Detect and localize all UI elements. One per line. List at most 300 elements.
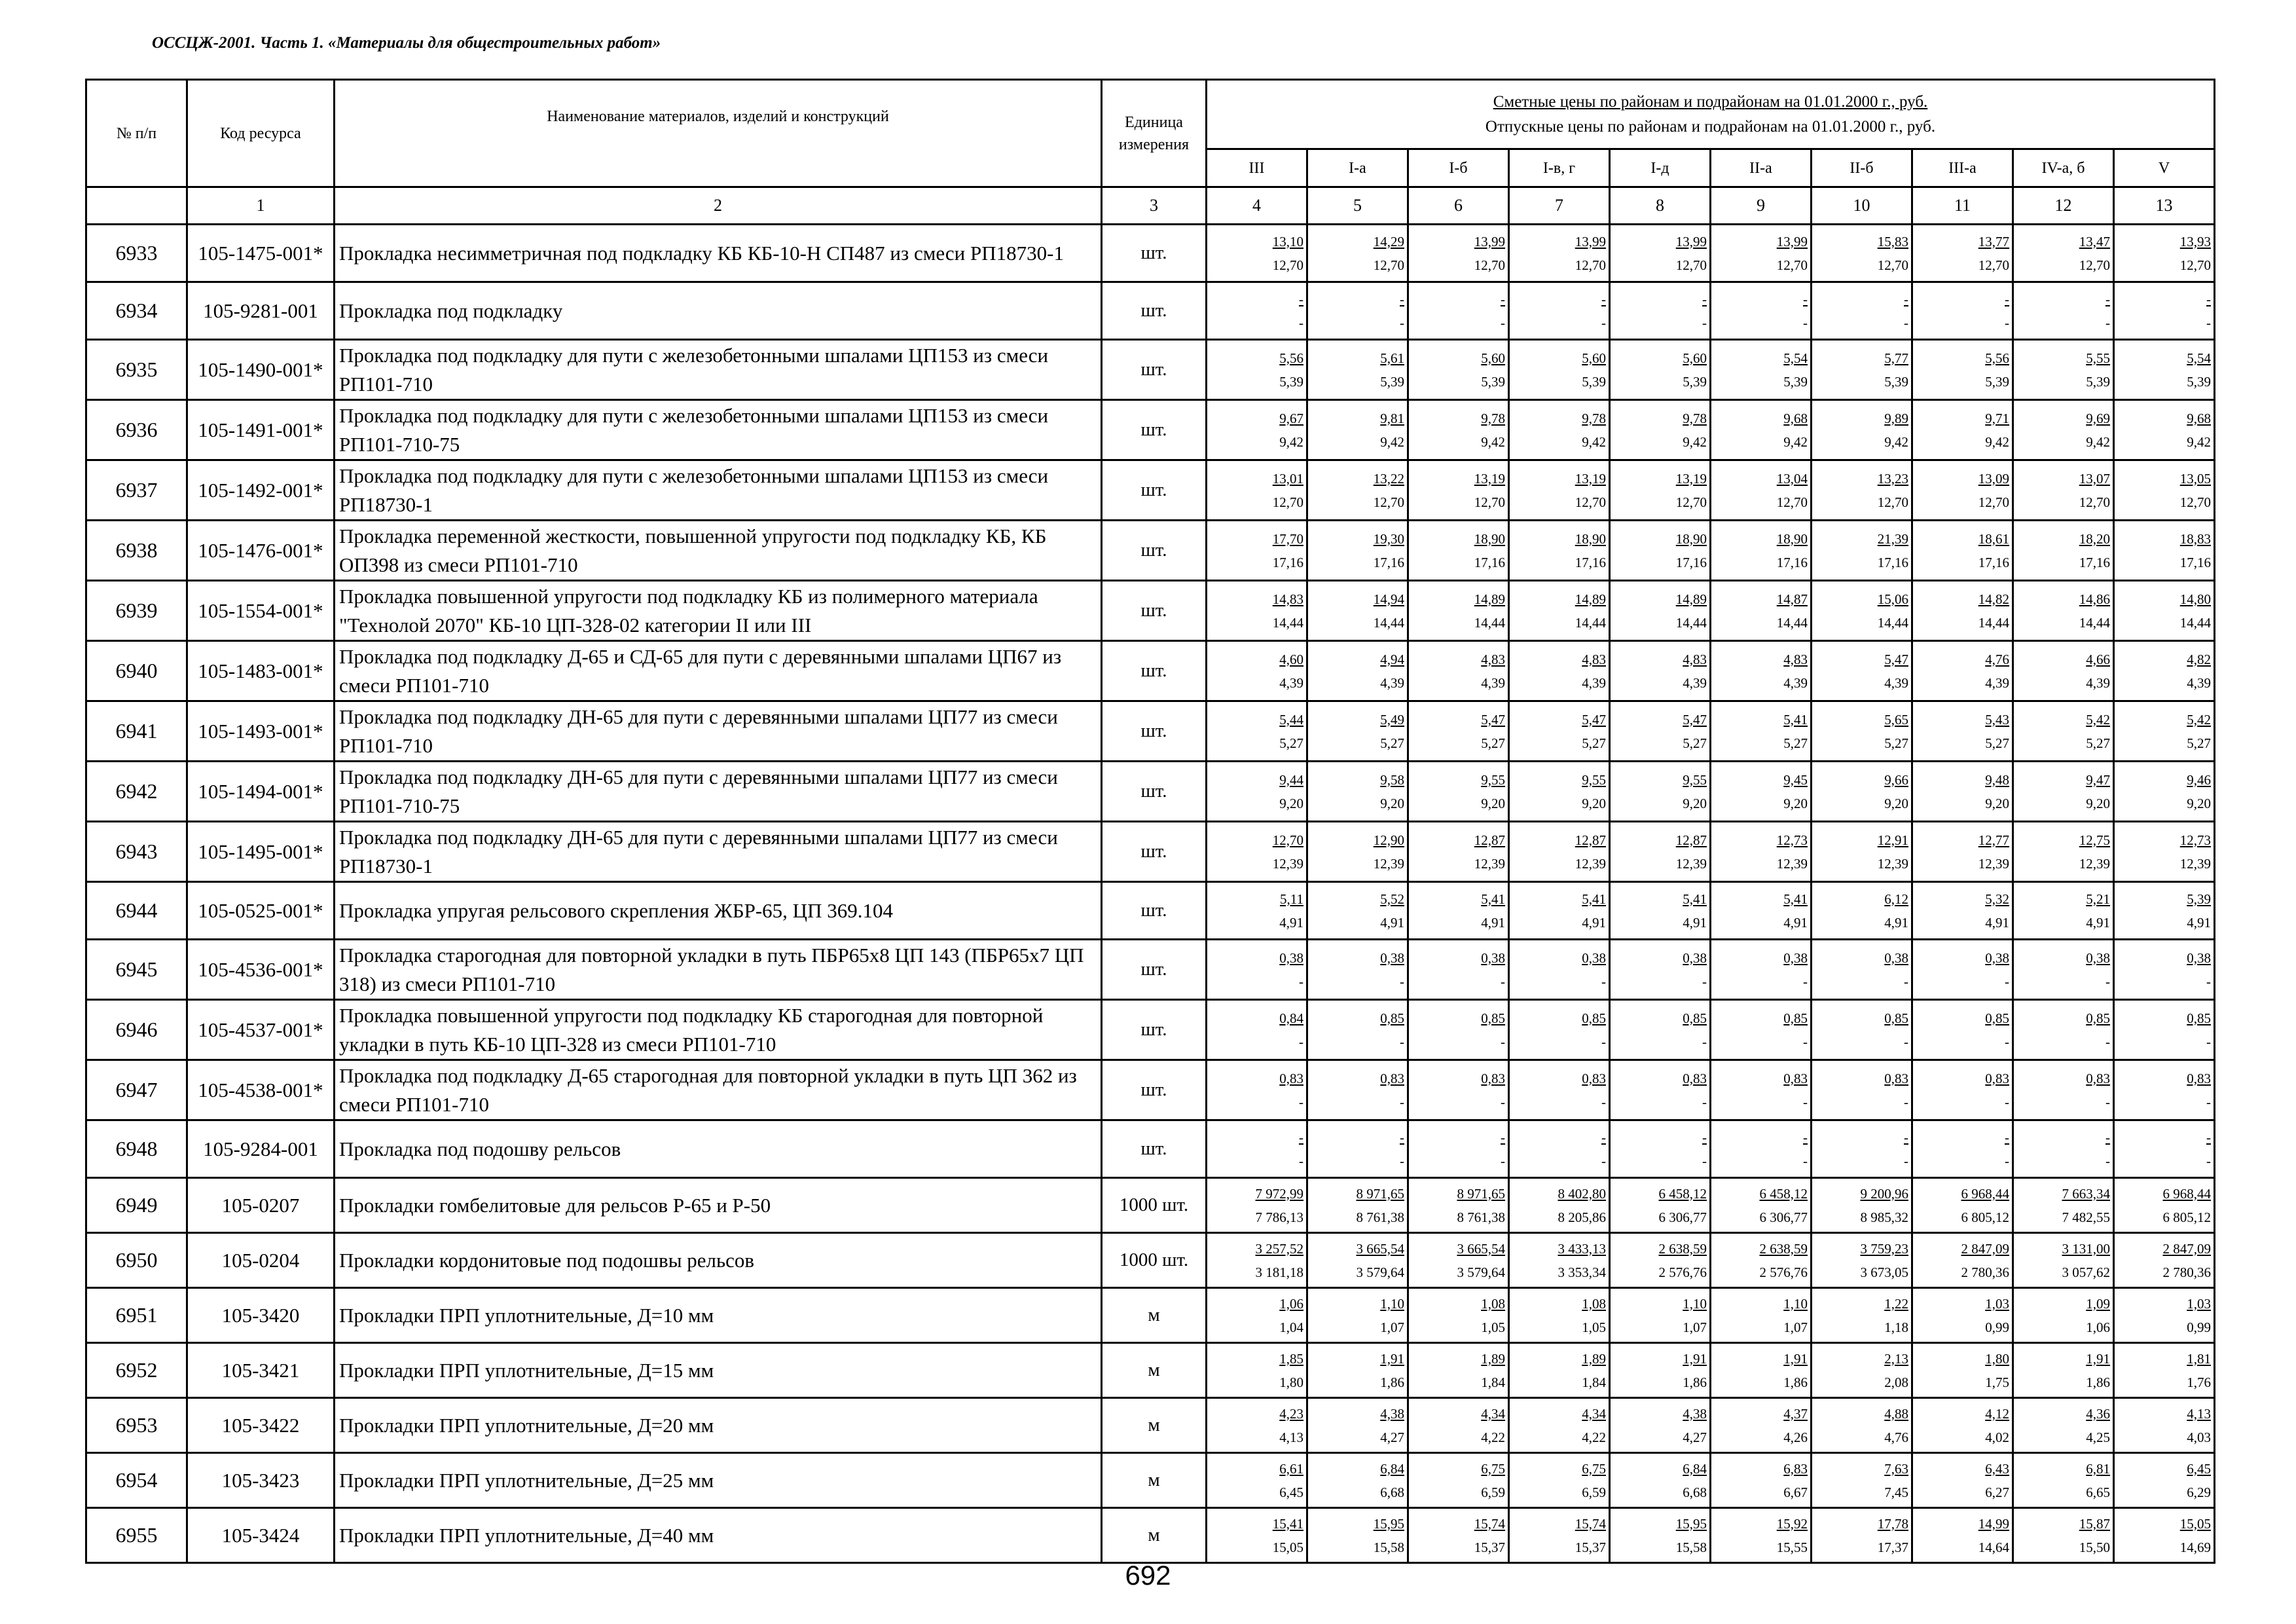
table-row	[86, 1060, 2215, 1120]
price-cell	[1610, 460, 1711, 521]
price-cell	[1711, 340, 1812, 400]
estimate-price: 5,42	[2086, 711, 2110, 728]
price-cell	[1207, 225, 1307, 282]
estimate-price: 0,83	[1380, 1070, 1404, 1086]
material-name: Прокладки ПРП уплотнительные, Д=40 мм	[335, 1508, 1102, 1563]
release-price: 4,27	[1683, 1429, 1707, 1445]
price-cell	[1408, 400, 1509, 460]
price-cell	[1812, 340, 1912, 400]
estimate-price: 0,38	[1783, 950, 1808, 966]
release-price: 3 057,62	[2062, 1264, 2110, 1280]
release-price: 2 780,36	[1961, 1264, 2009, 1280]
estimate-price: 3 759,23	[1860, 1240, 1908, 1257]
release-price: 9,20	[1481, 795, 1505, 811]
estimate-price: 14,99	[1978, 1515, 2009, 1532]
table-row	[86, 282, 2215, 340]
column-number: 1	[187, 187, 335, 225]
release-price: 17,16	[1776, 554, 1808, 570]
price-cell	[1408, 1288, 1509, 1343]
price-cell	[1307, 1000, 1408, 1060]
estimate-price: 18,90	[1474, 530, 1505, 547]
price-cell	[1509, 1000, 1610, 1060]
column-number: 8	[1610, 187, 1711, 225]
estimate-price: 1,08	[1582, 1295, 1606, 1312]
row-number: 6950	[86, 1233, 187, 1288]
release-price: 3 579,64	[1457, 1264, 1505, 1280]
table-row	[86, 581, 2215, 641]
estimate-price: 9,58	[1380, 771, 1404, 788]
price-cell	[1912, 762, 2013, 822]
price-cell	[1509, 1060, 1610, 1120]
release-price: 4,39	[2086, 674, 2110, 691]
table-row	[86, 1178, 2215, 1233]
estimate-price: 5,47	[1481, 711, 1505, 728]
price-cell	[1307, 1508, 1408, 1563]
price-cell	[1812, 400, 1912, 460]
release-price: 12,70	[1675, 257, 1707, 273]
resource-code: 105-9281-001	[187, 282, 335, 340]
estimate-price: 9,71	[1985, 410, 2009, 426]
release-price: 1,75	[1985, 1374, 2009, 1390]
release-price: -	[1702, 1094, 1707, 1110]
price-cell	[1711, 1178, 1812, 1233]
release-price: -	[2105, 1033, 2110, 1050]
estimate-price: 12,87	[1474, 832, 1505, 848]
price-cell	[2114, 1233, 2215, 1288]
release-price: -	[2206, 314, 2211, 331]
price-cell	[2114, 521, 2215, 581]
price-cell	[1509, 701, 1610, 762]
unit-of-measure: м	[1102, 1453, 1207, 1508]
price-cell	[1207, 400, 1307, 460]
row-number: 6936	[86, 400, 187, 460]
unit-of-measure: м	[1102, 1343, 1207, 1398]
estimate-price: 9,66	[1884, 771, 1908, 788]
estimate-price: 13,19	[1474, 470, 1505, 487]
release-price: 17,16	[1877, 554, 1908, 570]
release-price: 4,91	[1380, 914, 1404, 931]
column-number: 5	[1307, 187, 1408, 225]
price-cell	[1711, 1453, 1812, 1508]
estimate-price: -	[2005, 291, 2009, 307]
release-price: 12,70	[1272, 257, 1303, 273]
price-cell	[1307, 641, 1408, 701]
price-cell	[1509, 641, 1610, 701]
release-price: -	[2206, 973, 2211, 989]
estimate-price: 0,85	[1481, 1010, 1505, 1026]
estimate-price: 17,78	[1877, 1515, 1908, 1532]
material-name: Прокладка под подкладку Д-65 и СД-65 для пути с деревянными шпалами ЦП67 из смеси РП101-710	[335, 641, 1102, 701]
column-number: 9	[1711, 187, 1812, 225]
estimate-price: 18,20	[2079, 530, 2110, 547]
price-cell	[1912, 1398, 2013, 1453]
release-price: 3 673,05	[1860, 1264, 1908, 1280]
estimate-price: 1,03	[2187, 1295, 2211, 1312]
release-price: -	[1803, 1094, 1808, 1110]
estimate-price: 0,38	[1683, 950, 1707, 966]
price-cell	[1509, 1233, 1610, 1288]
estimate-price: 0,85	[1582, 1010, 1606, 1026]
estimate-price: 1,85	[1279, 1350, 1303, 1367]
row-number: 6946	[86, 1000, 187, 1060]
release-price: 5,27	[1884, 735, 1908, 751]
estimate-price: 4,83	[1783, 651, 1808, 667]
table-row	[86, 340, 2215, 400]
estimate-price: 5,44	[1279, 711, 1303, 728]
price-cell	[1610, 1398, 1711, 1453]
estimate-price: 1,03	[1985, 1295, 2009, 1312]
release-price: 6 805,12	[2162, 1209, 2211, 1225]
price-cell	[1610, 762, 1711, 822]
release-price: 8 761,38	[1356, 1209, 1404, 1225]
estimate-price: 0,83	[1683, 1070, 1707, 1086]
estimate-price: 5,60	[1481, 350, 1505, 366]
price-cell	[1812, 581, 1912, 641]
row-number: 6943	[86, 822, 187, 882]
price-cell	[1610, 1508, 1711, 1563]
price-cell	[1912, 641, 2013, 701]
estimate-price: -	[1501, 291, 1505, 307]
price-cell	[2013, 1178, 2114, 1233]
row-number: 6948	[86, 1120, 187, 1178]
estimate-price: 2 638,59	[1658, 1240, 1707, 1257]
estimate-price: 1,06	[1279, 1295, 1303, 1312]
release-price: 5,39	[2187, 373, 2211, 390]
region-header: IV-а, б	[2013, 149, 2114, 187]
release-price: 14,44	[1474, 614, 1505, 631]
material-name: Прокладка под подкладку Д-65 старогодная для повторной укладки в путь ЦП 362 из смеси РП101-710	[335, 1060, 1102, 1120]
price-cell	[1610, 340, 1711, 400]
release-price: 17,16	[2179, 554, 2211, 570]
estimate-price: -	[1299, 1129, 1303, 1145]
price-cell	[1812, 641, 1912, 701]
estimate-price: 0,83	[2187, 1070, 2211, 1086]
estimate-price: -	[1702, 1129, 1707, 1145]
release-price: 17,16	[1575, 554, 1606, 570]
price-cell	[1610, 940, 1711, 1000]
estimate-price: 15,95	[1373, 1515, 1404, 1532]
release-price: 5,27	[1481, 735, 1505, 751]
release-price: 1,86	[1683, 1374, 1707, 1390]
material-name: Прокладки кордонитовые под подошвы рельсов	[335, 1233, 1102, 1288]
estimate-price: 8 402,80	[1558, 1185, 1606, 1202]
price-cell	[1812, 460, 1912, 521]
price-cell	[1408, 1120, 1509, 1178]
price-cell	[1509, 940, 1610, 1000]
estimate-price: 0,83	[1582, 1070, 1606, 1086]
estimate-price: 0,83	[1985, 1070, 2009, 1086]
price-cell	[1408, 1453, 1509, 1508]
price-cell	[1408, 701, 1509, 762]
material-name: Прокладка переменной жесткости, повышенной упругости под подкладку КБ, КБ ОП398 из смеси РП101-710	[335, 521, 1102, 581]
price-cell	[1307, 460, 1408, 521]
estimate-price: 4,23	[1279, 1405, 1303, 1422]
price-cell	[1711, 701, 1812, 762]
estimate-price: 5,60	[1582, 350, 1606, 366]
estimate-price: 6,84	[1380, 1460, 1404, 1477]
estimate-price: 17,70	[1272, 530, 1303, 547]
release-price: 4,13	[1279, 1429, 1303, 1445]
release-price: 6,59	[1481, 1484, 1505, 1500]
estimate-price: -	[1904, 291, 1908, 307]
release-price: 4,26	[1783, 1429, 1808, 1445]
release-price: 5,27	[1985, 735, 2009, 751]
estimate-price: 3 257,52	[1255, 1240, 1303, 1257]
price-cell	[2013, 762, 2114, 822]
release-price: 14,64	[1978, 1539, 2009, 1555]
release-price: 4,39	[1582, 674, 1606, 691]
release-price: 1,07	[1783, 1319, 1808, 1335]
price-cell	[2114, 282, 2215, 340]
release-price: 4,02	[1985, 1429, 2009, 1445]
release-price: 12,70	[1272, 494, 1303, 510]
resource-code: 105-3421	[187, 1343, 335, 1398]
header-name: Наименование материалов, изделий и конструкций	[335, 80, 1102, 187]
price-cell	[1912, 1120, 2013, 1178]
price-cell	[1912, 282, 2013, 340]
release-price: 9,42	[2086, 434, 2110, 450]
estimate-price: 18,90	[1675, 530, 1707, 547]
price-cell	[1207, 521, 1307, 581]
estimate-price: -	[1601, 1129, 1606, 1145]
release-price: 8 205,86	[1558, 1209, 1606, 1225]
price-cell	[2114, 1060, 2215, 1120]
estimate-price: 6 458,12	[1658, 1185, 1707, 1202]
unit-of-measure: шт.	[1102, 1060, 1207, 1120]
resource-code: 105-4538-001*	[187, 1060, 335, 1120]
release-price: -	[2005, 973, 2009, 989]
estimate-price: 5,41	[1783, 891, 1808, 907]
region-header: V	[2114, 149, 2215, 187]
release-price: -	[2105, 314, 2110, 331]
price-cell	[2114, 340, 2215, 400]
release-price: 4,91	[2086, 914, 2110, 931]
release-price: 3 353,34	[1558, 1264, 1606, 1280]
estimate-price: 14,89	[1675, 591, 1707, 607]
estimate-price: 0,85	[2086, 1010, 2110, 1026]
release-price: 5,39	[1884, 373, 1908, 390]
row-number: 6945	[86, 940, 187, 1000]
price-cell	[1912, 340, 2013, 400]
release-price: 14,44	[1675, 614, 1707, 631]
price-cell	[1912, 581, 2013, 641]
row-number: 6939	[86, 581, 187, 641]
unit-of-measure: шт.	[1102, 340, 1207, 400]
estimate-price: 21,39	[1877, 530, 1908, 547]
estimate-price: 0,85	[1683, 1010, 1707, 1026]
row-number: 6954	[86, 1453, 187, 1508]
header-prices	[1207, 80, 2215, 149]
column-number: 3	[1102, 187, 1207, 225]
column-number-empty	[86, 187, 187, 225]
estimate-price: 6 968,44	[2162, 1185, 2211, 1202]
price-cell	[1408, 225, 1509, 282]
estimate-price: 4,36	[2086, 1405, 2110, 1422]
estimate-price: 12,73	[1776, 832, 1808, 848]
prices-table	[85, 79, 2215, 1564]
release-price: 12,39	[1272, 855, 1303, 872]
price-cell	[2013, 1233, 2114, 1288]
material-name: Прокладка под подкладку ДН-65 для пути с деревянными шпалами ЦП77 из смеси РП101-710-75	[335, 762, 1102, 822]
price-cell	[2013, 1120, 2114, 1178]
row-number: 6933	[86, 225, 187, 282]
material-name: Прокладки ПРП уплотнительные, Д=25 мм	[335, 1453, 1102, 1508]
estimate-price: 14,82	[1978, 591, 2009, 607]
price-cell	[1711, 521, 1812, 581]
estimate-price: 1,91	[1683, 1350, 1707, 1367]
release-price: -	[2105, 1094, 2110, 1110]
price-cell	[1912, 882, 2013, 940]
estimate-price: 18,83	[2179, 530, 2211, 547]
release-price: 1,84	[1481, 1374, 1505, 1390]
price-cell	[2114, 1178, 2215, 1233]
release-price: 3 579,64	[1356, 1264, 1404, 1280]
estimate-price: 0,85	[1884, 1010, 1908, 1026]
release-price: 9,20	[2187, 795, 2211, 811]
unit-of-measure: шт.	[1102, 400, 1207, 460]
region-header: III	[1207, 149, 1307, 187]
estimate-price: 9,78	[1582, 410, 1606, 426]
estimate-price: 12,73	[2179, 832, 2211, 848]
estimate-price: 0,38	[1481, 950, 1505, 966]
release-price: 9,42	[1481, 434, 1505, 450]
price-cell	[1408, 1178, 1509, 1233]
estimate-price: 0,38	[1884, 950, 1908, 966]
price-cell	[2114, 1288, 2215, 1343]
estimate-price: 9,46	[2187, 771, 2211, 788]
release-price: -	[1400, 1094, 1404, 1110]
estimate-price: 9,48	[1985, 771, 2009, 788]
release-price: 15,58	[1373, 1539, 1404, 1555]
material-name: Прокладка повышенной упругости под подкладку КБ старогодная для повторной укладки в путь КБ-10 ЦП-328 из смеси РП101-710	[335, 1000, 1102, 1060]
material-name: Прокладка под подкладку ДН-65 для пути с деревянными шпалами ЦП77 из смеси РП18730-1	[335, 822, 1102, 882]
price-cell	[1711, 1120, 1812, 1178]
price-cell	[1711, 1000, 1812, 1060]
row-number: 6949	[86, 1178, 187, 1233]
estimate-price: 0,83	[1783, 1070, 1808, 1086]
material-name: Прокладка несимметричная под подкладку КБ КБ-10-Н СП487 из смеси РП18730-1	[335, 225, 1102, 282]
estimate-price: 0,38	[2187, 950, 2211, 966]
release-price: -	[1501, 1153, 1505, 1169]
resource-code: 105-3422	[187, 1398, 335, 1453]
release-price: 5,27	[1783, 735, 1808, 751]
release-price: 4,39	[1380, 674, 1404, 691]
price-cell	[1610, 641, 1711, 701]
release-price: -	[1501, 1094, 1505, 1110]
header-unit: Единица измерения	[1102, 80, 1207, 187]
release-price: -	[1501, 973, 1505, 989]
price-cell	[2114, 1000, 2215, 1060]
header-no: № п/п	[86, 80, 187, 187]
release-price: -	[1702, 1153, 1707, 1169]
release-price: 17,16	[1272, 554, 1303, 570]
estimate-price: 5,41	[1683, 891, 1707, 907]
price-cell	[1711, 641, 1812, 701]
release-price: 12,70	[1474, 257, 1505, 273]
release-price: -	[1803, 1153, 1808, 1169]
release-price: 4,91	[1683, 914, 1707, 931]
unit-of-measure: шт.	[1102, 581, 1207, 641]
price-cell	[1207, 1398, 1307, 1453]
price-cell	[1207, 1178, 1307, 1233]
estimate-price: 13,19	[1675, 470, 1707, 487]
column-number-row	[86, 187, 2215, 225]
estimate-price: 14,89	[1575, 591, 1606, 607]
release-price: 4,91	[1985, 914, 2009, 931]
estimate-price: -	[2005, 1129, 2009, 1145]
price-cell	[1912, 460, 2013, 521]
estimate-price: 15,05	[2179, 1515, 2211, 1532]
price-cell	[2013, 1343, 2114, 1398]
release-price: 1,80	[1279, 1374, 1303, 1390]
estimate-price: 5,41	[1582, 891, 1606, 907]
column-number: 7	[1509, 187, 1610, 225]
estimate-price: 1,80	[1985, 1350, 2009, 1367]
estimate-price: 13,99	[1575, 233, 1606, 249]
estimate-price: 12,75	[2079, 832, 2110, 848]
price-cell	[1408, 762, 1509, 822]
price-cell	[1812, 1120, 1912, 1178]
resource-code: 105-0525-001*	[187, 882, 335, 940]
estimate-price: 14,89	[1474, 591, 1505, 607]
release-price: 7 786,13	[1255, 1209, 1303, 1225]
estimate-price: 0,83	[1481, 1070, 1505, 1086]
price-cell	[1307, 940, 1408, 1000]
release-price: 12,70	[1978, 257, 2009, 273]
price-cell	[1610, 1343, 1711, 1398]
price-cell	[1812, 882, 1912, 940]
estimate-price: 6,45	[2187, 1460, 2211, 1477]
estimate-price: 12,87	[1575, 832, 1606, 848]
price-cell	[1307, 521, 1408, 581]
estimate-price: 14,94	[1373, 591, 1404, 607]
estimate-price: 18,90	[1575, 530, 1606, 547]
price-cell	[1912, 1343, 2013, 1398]
estimate-price: 0,38	[1380, 950, 1404, 966]
material-name: Прокладка под подкладку для пути с железобетонными шпалами ЦП153 из смеси РП101-710-75	[335, 400, 1102, 460]
release-price: 1,18	[1884, 1319, 1908, 1335]
column-number: 2	[335, 187, 1102, 225]
unit-of-measure: шт.	[1102, 701, 1207, 762]
unit-of-measure: шт.	[1102, 1000, 1207, 1060]
estimate-price: -	[2105, 291, 2110, 307]
price-cell	[1711, 225, 1812, 282]
estimate-price: -	[1601, 291, 1606, 307]
release-price: 17,16	[1474, 554, 1505, 570]
price-cell	[2013, 400, 2114, 460]
price-cell	[1408, 581, 1509, 641]
resource-code: 105-1491-001*	[187, 400, 335, 460]
release-price: -	[1501, 314, 1505, 331]
row-number: 6952	[86, 1343, 187, 1398]
estimate-price: 9,69	[2086, 410, 2110, 426]
release-price: 14,44	[1575, 614, 1606, 631]
release-price: 1,06	[2086, 1319, 2110, 1335]
estimate-price: 9,89	[1884, 410, 1908, 426]
price-cell	[1610, 400, 1711, 460]
price-cell	[2013, 1508, 2114, 1563]
price-cell	[2114, 940, 2215, 1000]
unit-of-measure: шт.	[1102, 641, 1207, 701]
price-cell	[2114, 1120, 2215, 1178]
estimate-price: 12,91	[1877, 832, 1908, 848]
release-price: 5,39	[1279, 373, 1303, 390]
release-price: -	[1904, 314, 1908, 331]
estimate-price: 3 433,13	[1558, 1240, 1606, 1257]
price-cell	[2013, 282, 2114, 340]
release-price: -	[2005, 1033, 2009, 1050]
release-price: 12,39	[2179, 855, 2211, 872]
